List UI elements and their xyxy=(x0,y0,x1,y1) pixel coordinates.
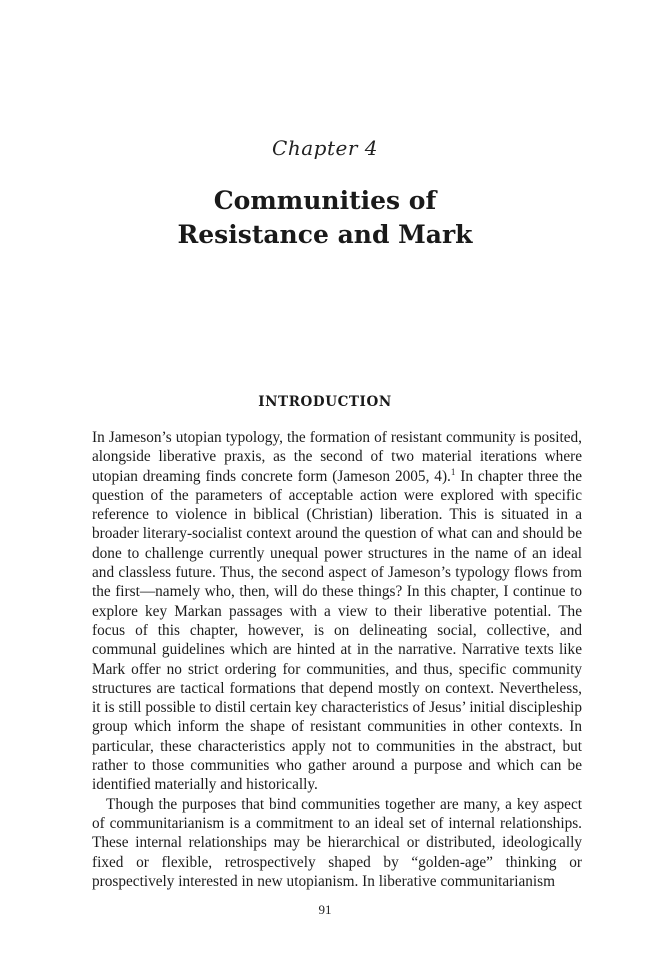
chapter-label: Chapter 4 xyxy=(272,136,378,160)
footnote-marker[interactable]: 1 xyxy=(450,466,456,477)
chapter-title xyxy=(0,184,650,252)
chapter-title-line-2: Resistance and Mark xyxy=(177,220,473,249)
paragraph-1 xyxy=(92,428,582,795)
section-heading: INTRODUCTION xyxy=(258,394,392,410)
page-number: 91 xyxy=(318,902,332,917)
body-text xyxy=(92,428,582,891)
paragraph-1-text-before-note: In Jameson’s utopian typology, the formation of resistant community is posited, alongside liberative praxis, as the second of two material iterations where utopian dreaming finds concrete form (Jameson 2005, 4). xyxy=(92,429,582,485)
chapter-title-line-1: Communities of xyxy=(213,186,437,215)
paragraph-2: Though the purposes that bind communities together are many, a key aspect of communitarianism is a commitment to an ideal set of internal relationships. These internal relationships may be hierarchical or distributed, ideologically fixed or flexible, retrospectively shaped by “golden-age” thinking or prospectively interested in new utopianism. In liberative communitarianism xyxy=(92,795,582,890)
paragraph-1-text-after-note: In chapter three the question of the parameters of acceptable action were explored with specific reference to violence in biblical (Christian) liberation. This is situated in a broader literary-socialist context around the question of what can and should be done to challenge currently unequal power structures in the name of an ideal and classless future. Thus, the second aspect of Jameson’s typology flows from the first—namely who, then, will do these things? In this chapter, I continue to explore key Markan passages with a view to their liberative potential. The focus of this chapter, however, is on delineating social, collective, and communal guidelines which are hinted at in the narrative. Narrative texts like Mark offer no strict ordering for communities, and thus, specific community structures are tactical formations that depend mostly on context. Nevertheless, it is still possible to distil certain key characteristics of Jesus’ initial discipleship group which inform the shape of resistant communities in other contexts. In particular, these characteristics apply not to communities in the abstract, but rather to those communities who gather around a purpose and which can be identified materially and historically. xyxy=(92,467,583,794)
